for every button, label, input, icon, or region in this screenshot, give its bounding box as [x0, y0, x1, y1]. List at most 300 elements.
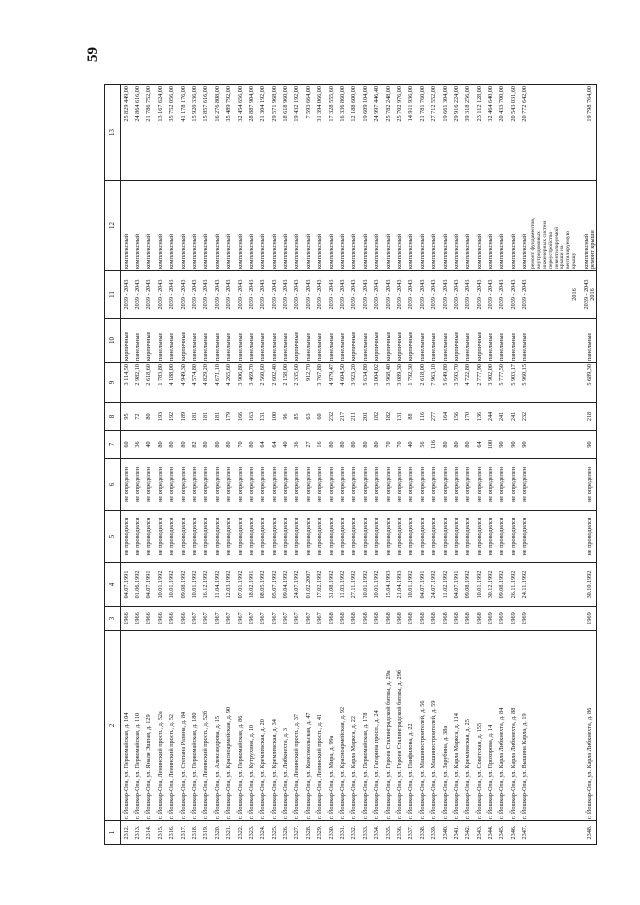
table-row [394, 85, 405, 845]
cell-cost: 24 864 616,00 [132, 85, 143, 181]
cell-c6: не определен [451, 459, 462, 511]
cell-c5: не проводился [337, 511, 348, 563]
cell-c9: 5 960,15 [520, 363, 531, 403]
cell-c8: 63 [303, 403, 314, 431]
cell-year: 1968 [417, 607, 428, 631]
note-year: 2016 [531, 271, 578, 319]
cell-period: 2039 - 2043 [269, 271, 280, 319]
cell-addr: г. Йошкар-Ола, ул. Советская, д. 155 [474, 631, 485, 821]
cell-date: 09.08.1992 [497, 563, 508, 607]
cell-addr: г. Йошкар-Ола, ул. Комсомольская, д. 47 [303, 631, 314, 821]
cell-period: 2039 - 2043 2016 [584, 271, 597, 319]
cell-date: 04.07.1991 [121, 563, 133, 607]
cell-date: 10.01.1992 [474, 563, 485, 607]
cell-addr: г. Йошкар-Ола, ул. Машиностроителей, д. 56 [417, 631, 428, 821]
cell-c8: 163 [246, 403, 257, 431]
cell-c5: не проводился [121, 511, 133, 563]
cell-addr: г. Йошкар-Ола, ул. Первомайская, д. 180 [189, 631, 200, 821]
cell-year: 1968 [349, 607, 360, 631]
cell-c5: не проводился [201, 511, 212, 563]
cell-n: 2339. [429, 821, 440, 845]
cell-c5: не проводился [508, 511, 519, 563]
cell-date: 08.05.1992 [258, 563, 269, 607]
cell-c6: не определен [360, 459, 371, 511]
cell-period: 2039 - 2043 [121, 271, 133, 319]
table-row [349, 85, 360, 845]
cell-year: 1967 [189, 607, 200, 631]
cell-c7: 70 [394, 431, 405, 459]
cell-c8: 116 [417, 403, 428, 431]
cell-n: 2346. [508, 821, 519, 845]
cell-n: 2343. [474, 821, 485, 845]
cell-c8: 182 [372, 403, 383, 431]
cell-work: комплексный [235, 181, 246, 271]
page-number: 59 [85, 47, 101, 62]
cell-addr: г. Йошкар-Ола, ул. Кремлевская, д. 25 [463, 631, 474, 821]
cell-n: 2342. [463, 821, 474, 845]
note-line: переустройство [547, 231, 554, 269]
cell-addr: г. Йошкар-Ола, ул. Красноармейская, д. 90 [224, 631, 235, 821]
cell-mat: панельные [189, 319, 200, 363]
cell-work: комплексный [167, 181, 178, 271]
cell-c8: 232 [326, 403, 337, 431]
cell-year: 1967 [224, 607, 235, 631]
cell-c8: 95 [121, 403, 133, 431]
column-header-12: 12 [105, 181, 121, 271]
cell-n: 2316. [167, 821, 178, 845]
cell-c7: 80 [178, 431, 189, 459]
cell-c8: 131 [258, 403, 269, 431]
cell-date: 16.12.1992 [201, 563, 212, 607]
cell-cost: 15 920 336,00 [189, 85, 200, 181]
cell-c8: 181 [212, 403, 223, 431]
table-row [406, 85, 417, 845]
cell-n: 2315. [155, 821, 166, 845]
cell-c6: не определен [144, 459, 155, 511]
cell-year: 1968 [406, 607, 417, 631]
cell-year: 1968 [440, 607, 451, 631]
cell-date: 18.02.1991 [246, 563, 257, 607]
cell-period: 2039 - 2043 [508, 271, 519, 319]
note-line: ремонт фундаментов, [530, 217, 537, 269]
cell-period: 2039 - 2043 [463, 271, 474, 319]
table-row [417, 85, 428, 845]
column-number-row [105, 85, 121, 845]
cell-c6: не определен [486, 459, 497, 511]
cell-c6: не определен [212, 459, 223, 511]
cell-n: 2327. [292, 821, 303, 845]
cell-date: 04.07.1991 [417, 563, 428, 607]
cell-c5: не проводился [303, 511, 314, 563]
cell-period: 2039 - 2043 [474, 271, 485, 319]
note-line: невентилируемой [553, 226, 560, 269]
cell-year: 1968 [326, 607, 337, 631]
column-header-1: 1 [105, 821, 121, 845]
table-row [486, 85, 497, 845]
cell-year: 1966 [167, 607, 178, 631]
column-header-13: 13 [105, 85, 121, 181]
cell-c9: 3 004,02 [372, 363, 383, 403]
cell-work: комплексный [201, 181, 212, 271]
cell-cost: 7 593 664,00 [303, 85, 314, 181]
cell-c8: 85 [292, 403, 303, 431]
table-row [383, 85, 394, 845]
cell-c8: 166 [235, 403, 246, 431]
cell-c7: 80 [224, 431, 235, 459]
cell-period: 2039 - 2043 [144, 271, 155, 319]
cell-year: 1967 [280, 607, 291, 631]
cell-date: 10.01.1992 [167, 563, 178, 607]
cell-mat: кирпичные [372, 319, 383, 363]
cell-period: 2039 - 2043 [235, 271, 246, 319]
cell-c9: 3 906,80 [235, 363, 246, 403]
cell-c7: 80 [167, 431, 178, 459]
cell-n: 2328. [303, 821, 314, 845]
cell-year: 1967 [292, 607, 303, 631]
cell-date: 21.04.1993 [394, 563, 405, 607]
cell-c5: не проводился [269, 511, 280, 563]
cell-c9: 2 158,00 [280, 363, 291, 403]
cell-date: 27.11.1992 [349, 563, 360, 607]
cell-year: 1967 [246, 607, 257, 631]
cell-mat: панельные [520, 319, 531, 363]
cell-period: 2039 - 2043 [394, 271, 405, 319]
cell-c5: не проводился [406, 511, 417, 563]
cell-mat: кирпичные [451, 319, 462, 363]
cell-work: комплексный [121, 181, 133, 271]
cell-c5: не проводился [383, 511, 394, 563]
cell-mat: панельные [258, 319, 269, 363]
cell-work: комплексный [417, 181, 428, 271]
cell-work: комплексный [224, 181, 235, 271]
cell-c5: не проводился [520, 511, 531, 563]
cell-c9: 5 777,50 [497, 363, 508, 403]
cell-date: 15.04.1993 [383, 563, 394, 607]
cell-c9: 3 114,50 [121, 363, 133, 403]
empty-cell [531, 511, 578, 563]
cell-cost: 32 454 656,00 [235, 85, 246, 181]
cell-c5: не проводился [463, 511, 474, 563]
cell-c9: 4 949,30 [178, 363, 189, 403]
notes-row [531, 85, 578, 845]
cell-work: комплексный [486, 181, 497, 271]
cell-date: 26.11.1992 [508, 563, 519, 607]
table-row [337, 85, 348, 845]
cell-c5: не проводился [144, 511, 155, 563]
cell-addr: г. Йошкар-Ола, ул. Карла Либкнехта, д. 86 [584, 631, 597, 821]
cell-cost: 35 489 792,00 [224, 85, 235, 181]
cell-year: 1969 [486, 607, 497, 631]
cell-c9: 2 335,60 [292, 363, 303, 403]
cell-c5: не проводился [280, 511, 291, 563]
cell-addr: г. Йошкар-Ола, ул. Первомайская, д. 110 [132, 631, 143, 821]
cell-c9: 3 593,70 [451, 363, 462, 403]
empty-cell [531, 319, 578, 363]
cell-c9: 2 602,40 [269, 363, 280, 403]
cell-c5: не проводился [451, 511, 462, 563]
cell-mat: кирпичные [383, 319, 394, 363]
column-header-6: 6 [105, 459, 121, 511]
table-row [189, 85, 200, 845]
cell-work: комплексный ремонт крыши [584, 181, 597, 271]
cell-c5: не проводился [315, 511, 326, 563]
cell-work: комплексный [394, 181, 405, 271]
cell-addr: г. Йошкар-Ола, Ленинский просп., д. 52б [201, 631, 212, 821]
cell-c8: 211 [349, 403, 360, 431]
table-row [440, 85, 451, 845]
cell-work: комплексный [383, 181, 394, 271]
cell-c7: 116 [429, 431, 440, 459]
cell-year: 1969 [520, 607, 531, 631]
cell-cost: 13 167 624,00 [155, 85, 166, 181]
cell-c9: 3 767,80 [315, 363, 326, 403]
table-row [326, 85, 337, 845]
cell-year: 1966 [178, 607, 189, 631]
cell-c9: 3 923,20 [349, 363, 360, 403]
cell-mat: панельные [224, 319, 235, 363]
table-row [508, 85, 519, 845]
cell-n: 2319. [201, 821, 212, 845]
cell-date: 30.12.1992 [486, 563, 497, 607]
cell-c5: не проводился [584, 511, 597, 563]
cell-c9: 4 979,47 [326, 363, 337, 403]
cell-n: 2344. [486, 821, 497, 845]
cell-c5: не проводился [292, 511, 303, 563]
cell-addr: г. Йошкар-Ола, ул. Карла Либкнехта, д. 84 [497, 631, 508, 821]
cell-c8: 131 [394, 403, 405, 431]
cell-period: 2039 - 2043 [280, 271, 291, 319]
cell-addr: г. Йошкар-Ола, ул. Кремлевская, д. 20 [258, 631, 269, 821]
cell-period: 2039 - 2043 [372, 271, 383, 319]
cell-date: 10.01.1992 [406, 563, 417, 607]
column-header-2: 2 [105, 631, 121, 821]
cell-work: комплексный [212, 181, 223, 271]
cell-cost: 24 997 446,40 [372, 85, 383, 181]
cell-c8: 232 [520, 403, 531, 431]
cell-c7: 80 [212, 431, 223, 459]
cell-c6: не определен [189, 459, 200, 511]
note-line: вентилируемую [565, 231, 572, 269]
cell-c7: 90 [520, 431, 531, 459]
cell-c7: 64 [258, 431, 269, 459]
cell-c9: 4 604,50 [337, 363, 348, 403]
register-table [104, 84, 597, 845]
cell-c8: 156 [451, 403, 462, 431]
cell-period: 2039 - 2043 [440, 271, 451, 319]
cell-c5: не проводился [258, 511, 269, 563]
cell-n: 2314. [144, 821, 155, 845]
cell-c7: 100 [486, 431, 497, 459]
cell-c9: 3 469,70 [246, 363, 257, 403]
cell-n: 2337. [406, 821, 417, 845]
cell-c8: 244 [486, 403, 497, 431]
cell-c7: 40 [406, 431, 417, 459]
cell-addr: г. Йошкар-Ола, ул. Зарубина, д. 38а [440, 631, 451, 821]
cell-c6: не определен [303, 459, 314, 511]
cell-c8: 80 [144, 403, 155, 431]
cell-cost: 20 433 700,00 [497, 85, 508, 181]
cell-c6: не определен [315, 459, 326, 511]
cell-c7: 70 [383, 431, 394, 459]
cell-c7: 82 [189, 431, 200, 459]
empty-cell [531, 563, 578, 607]
cell-addr: г. Йошкар-Ола, Ленинский просп., д. 37 [292, 631, 303, 821]
cell-cost: 39 318 256,00 [463, 85, 474, 181]
cell-c6: не определен [246, 459, 257, 511]
cell-c6: не определен [508, 459, 519, 511]
note-work [531, 181, 578, 271]
cell-addr: г. Йошкар-Ола, ул. Мира, д. 99а [326, 631, 337, 821]
cell-c8: 164 [440, 403, 451, 431]
cell-cost: 19 661 304,00 [440, 85, 451, 181]
cell-c7: 80 [463, 431, 474, 459]
cell-year: 1967 [201, 607, 212, 631]
cell-c9: 2 618,60 [144, 363, 155, 403]
cell-mat: панельные [417, 319, 428, 363]
cell-mat: панельные [201, 319, 212, 363]
cell-c9: 912,70 [303, 363, 314, 403]
cell-date: 09.04.1992 [280, 563, 291, 607]
table-row [155, 85, 166, 845]
cell-work: комплексный [360, 181, 371, 271]
cell-n: 2329. [315, 821, 326, 845]
cell-year: 1966 [144, 607, 155, 631]
cell-c7: 40 [280, 431, 291, 459]
cell-year: 1967 [315, 607, 326, 631]
cell-c9: 1 792,30 [406, 363, 417, 403]
cell-n: 2333. [360, 821, 371, 845]
cell-addr: г. Йошкар-Ола, ул. Либкнехта, д. 3 [280, 631, 291, 821]
column-header-10: 10 [105, 319, 121, 363]
cell-c9: 2 618,00 [417, 363, 428, 403]
cell-c9: 4 722,80 [463, 363, 474, 403]
cell-work: комплексный [497, 181, 508, 271]
cell-year: 1968 [429, 607, 440, 631]
cell-mat: кирпичные [292, 319, 303, 363]
table-row [212, 85, 223, 845]
cell-c8: 72 [132, 403, 143, 431]
cell-c9: 2 777,90 [474, 363, 485, 403]
table-row [360, 85, 371, 845]
cell-c7: 80 [201, 431, 212, 459]
cell-cost: 16 276 808,00 [212, 85, 223, 181]
cell-c6: не определен [326, 459, 337, 511]
cell-date: 10.01.1992 [155, 563, 166, 607]
table-row [584, 85, 597, 845]
cell-c6: не определен [167, 459, 178, 511]
column-header-5: 5 [105, 511, 121, 563]
cell-c5: не проводился [178, 511, 189, 563]
cell-period: 2039 - 2043 [360, 271, 371, 319]
cell-cost: 15 857 616,00 [201, 85, 212, 181]
cell-date: 05.07.1992 [269, 563, 280, 607]
empty-cell [531, 631, 578, 821]
cell-work: комплексный [440, 181, 451, 271]
cell-date: 24.07.1992 [429, 563, 440, 607]
cell-c7: 80 [155, 431, 166, 459]
cell-n: 2347. [520, 821, 531, 845]
cell-c8: 193 [155, 403, 166, 431]
cell-c5: не проводился [224, 511, 235, 563]
cell-date: 09.08.1992 [178, 563, 189, 607]
table-row [132, 85, 143, 845]
cell-work: комплексный [451, 181, 462, 271]
cell-c8: 170 [463, 403, 474, 431]
table-body [121, 85, 597, 845]
cell-mat: панельные [167, 319, 178, 363]
cell-mat: панельные [337, 319, 348, 363]
cell-period: 2039 - 2043 [167, 271, 178, 319]
cell-period: 2039 - 2043 [189, 271, 200, 319]
cell-c5: не проводился [372, 511, 383, 563]
cell-period: 2039 - 2043 [212, 271, 223, 319]
cell-work: комплексный [132, 181, 143, 271]
column-header-7: 7 [105, 431, 121, 459]
cell-work: комплексный [269, 181, 280, 271]
cell-period: 2039 - 2043 [337, 271, 348, 319]
cell-work: комплексный [292, 181, 303, 271]
cell-date: 11.04.1992 [212, 563, 223, 607]
cell-c8: 217 [337, 403, 348, 431]
cell-cost: 25 702 976,00 [394, 85, 405, 181]
cell-c6: не определен [417, 459, 428, 511]
cell-n: 2317. [178, 821, 189, 845]
cell-addr: г. Йошкар-Ола, ул. Карла Маркса, д. 114 [451, 631, 462, 821]
cell-period: 2039 - 2043 [406, 271, 417, 319]
cell-c5: не проводился [235, 511, 246, 563]
cell-cost: 23 112 128,00 [474, 85, 485, 181]
cell-year: 1968 [372, 607, 383, 631]
cell-c6: не определен [349, 459, 360, 511]
note-line: инженерных систем [541, 221, 548, 269]
cell-cost: 25 782 248,00 [383, 85, 394, 181]
cell-c6: не определен [383, 459, 394, 511]
cell-date: 17.02.1992 [315, 563, 326, 607]
note-line: внутридомовых [535, 231, 542, 269]
cell-c7: 80 [349, 431, 360, 459]
cell-period: 2039 - 2043 [292, 271, 303, 319]
cell-c9: 2 982,10 [132, 363, 143, 403]
cell-c8: 96 [280, 403, 291, 431]
cell-c8: 218 [584, 403, 597, 431]
cell-addr: г. Йошкар-Ола, ул. Карла Либкнехта, д. 88 [508, 631, 519, 821]
cell-addr: г. Йошкар-Ола, ул. Героев Сталинградской битвы, д. 29а [383, 631, 394, 821]
cell-period: 2039 - 2043 [451, 271, 462, 319]
cell-date: 07.01.1992 [235, 563, 246, 607]
cell-c7: 80 [440, 431, 451, 459]
column-header-9: 9 [105, 363, 121, 403]
table-row [258, 85, 269, 845]
cell-c9: 3 902,00 [486, 363, 497, 403]
cell-period: 2039 - 2043 [303, 271, 314, 319]
cell-date: 24.11.1992 [520, 563, 531, 607]
cell-n: 2326. [280, 821, 291, 845]
cell-period: 2039 - 2043 [417, 271, 428, 319]
cell-c6: не определен [280, 459, 291, 511]
cell-c7: 90 [497, 431, 508, 459]
cell-year: 1967 [269, 607, 280, 631]
cell-c5: не проводился [349, 511, 360, 563]
cell-mat: панельные [132, 319, 143, 363]
cell-c7: 64 [474, 431, 485, 459]
cell-c8: 201 [360, 403, 371, 431]
empty-cell [531, 431, 578, 459]
cell-period: 2039 - 2043 [383, 271, 394, 319]
cell-work: комплексный [144, 181, 155, 271]
cell-addr: г. Йошкар-Ола, ул. Гагарина просп., д. 24 [372, 631, 383, 821]
cell-c8: 181 [201, 403, 212, 431]
cell-c9: 4 574,80 [189, 363, 200, 403]
